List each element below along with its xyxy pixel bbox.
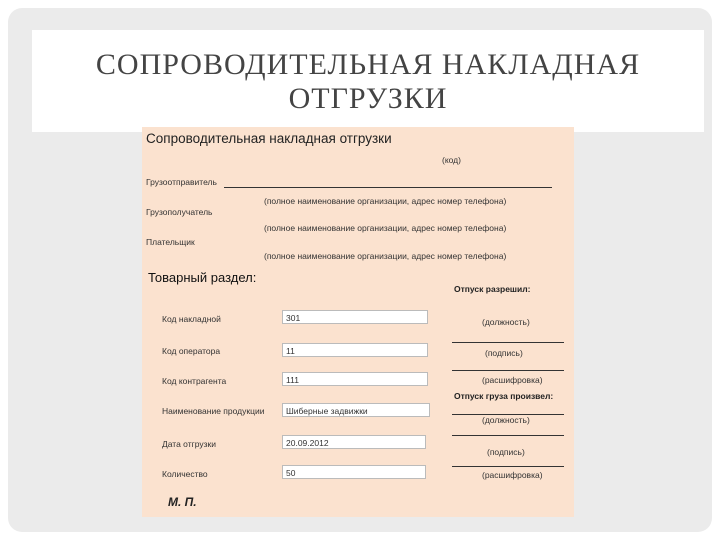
release-permitted-decoding: (расшифровка)	[482, 375, 543, 385]
slide-title-line-1: СОПРОВОДИТЕЛЬНАЯ НАКЛАДНАЯ	[95, 48, 641, 81]
release-permitted-sign-line	[452, 342, 564, 343]
payer-label: Плательщик	[146, 237, 195, 247]
release-done-heading: Отпуск груза произвел:	[454, 391, 554, 401]
field-invoice-code: 301	[282, 310, 428, 324]
invoice-form-image	[142, 127, 574, 517]
consignee-label: Грузополучатель	[146, 207, 213, 217]
field-shipment-date: 20.09.2012	[282, 435, 426, 449]
slide-title-box	[32, 30, 704, 132]
shipper-line	[224, 187, 552, 188]
release-permitted-decode-line	[452, 370, 564, 371]
code-label: (код)	[442, 155, 461, 165]
field-label-quantity: Количество	[162, 469, 208, 479]
field-operator-code: 11	[282, 343, 428, 357]
shipper-label: Грузоотправитель	[146, 177, 217, 187]
release-done-decode-line	[452, 466, 564, 467]
form-title: Сопроводительная накладная отгрузки	[146, 131, 392, 146]
field-label-product-name: Наименование продукции	[162, 406, 265, 416]
slide-title-line-2: ОТГРУЗКИ	[288, 82, 448, 115]
release-done-decoding: (расшифровка)	[482, 470, 543, 480]
field-quantity: 50	[282, 465, 426, 479]
field-label-operator-code: Код оператора	[162, 346, 221, 356]
release-permitted-heading: Отпуск разрешил:	[454, 284, 531, 294]
goods-section-title: Товарный раздел:	[148, 270, 257, 285]
field-label-invoice-code: Код накладной	[162, 314, 221, 324]
field-product-name: Шиберные задвижки	[282, 403, 430, 417]
release-permitted-position: (должность)	[482, 317, 530, 327]
field-label-shipment-date: Дата отгрузки	[162, 439, 216, 449]
field-label-counterparty-code: Код контрагента	[162, 376, 227, 386]
slide-title	[32, 48, 704, 116]
payer-hint: (полное наименование организации, адрес номер телефона)	[264, 251, 507, 261]
shipper-hint: (полное наименование организации, адрес номер телефона)	[264, 196, 507, 206]
release-done-sign-line	[452, 435, 564, 436]
release-permitted-signature: (подпись)	[485, 348, 523, 358]
consignee-hint: (полное наименование организации, адрес номер телефона)	[264, 223, 507, 233]
stamp-place-label: М. П.	[168, 495, 197, 509]
release-done-position: (должность)	[482, 415, 530, 425]
release-done-signature: (подпись)	[487, 447, 525, 457]
field-counterparty-code: 111	[282, 372, 428, 386]
